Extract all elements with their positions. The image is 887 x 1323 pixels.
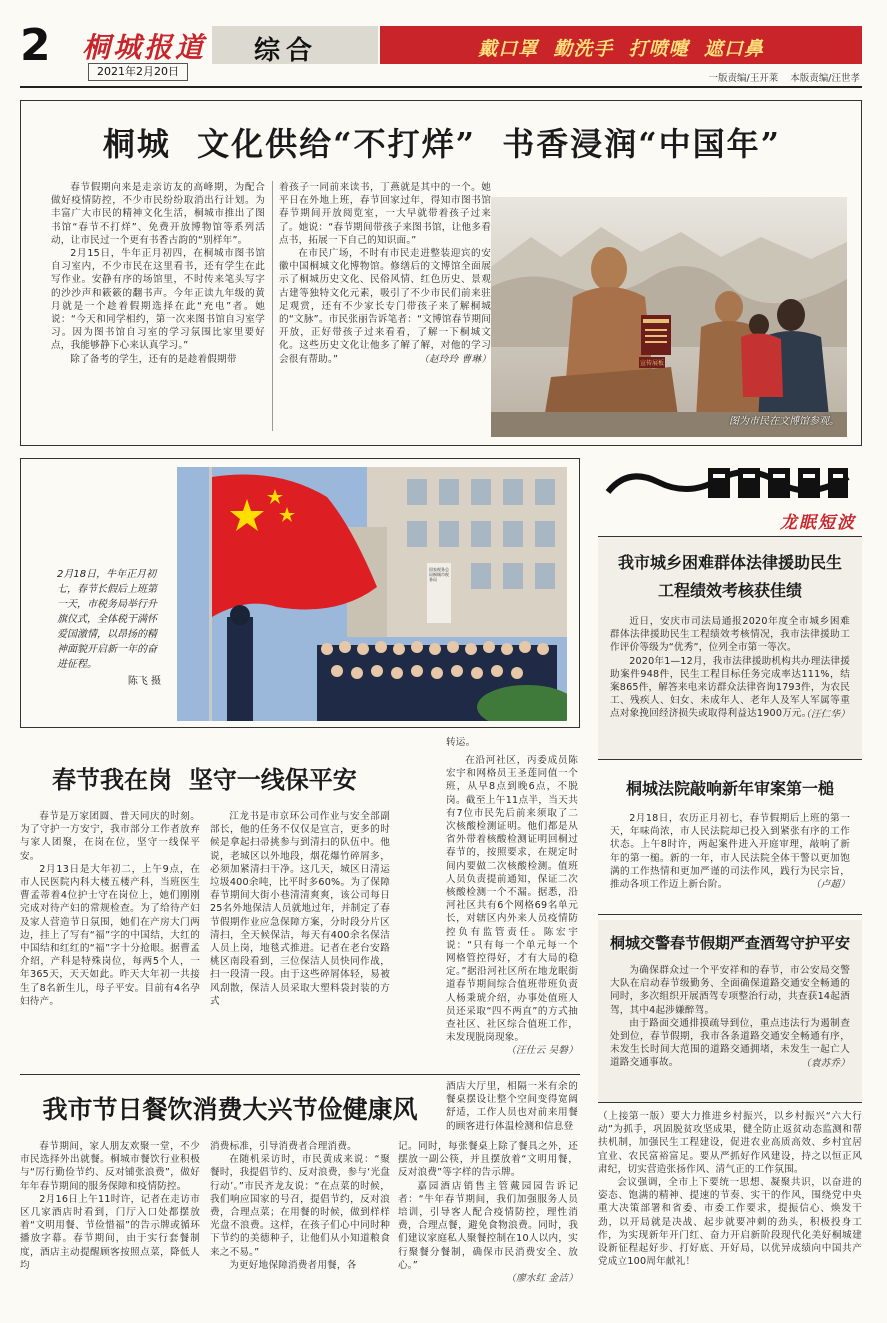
article2-para: 转运。 bbox=[446, 737, 476, 748]
article3-para: 嘉园酒店销售主管戴园园告诉记者：“牛年春节期间，我们加强服务人员培训，引导客人配合疫情防控，理性消费，合理点餐，避免食物浪费。同时，我们建议家庭私人聚餐控制在10人以内，实行聚餐分餐制，确保市民消费安全、放心。” bbox=[398, 1180, 578, 1271]
article2-col3 bbox=[398, 754, 578, 1058]
article3-byline: （廖水红 金洁） bbox=[506, 1273, 578, 1285]
section-name: 综合 bbox=[254, 36, 319, 66]
museum-photo bbox=[491, 197, 847, 437]
article3-col1 bbox=[20, 1140, 200, 1272]
masthead bbox=[0, 0, 887, 92]
article1-col1 bbox=[51, 181, 265, 366]
editor-line: 一版责编/王开莱 本版责编/汪世孝 bbox=[708, 73, 860, 84]
masthead-rule bbox=[20, 86, 862, 88]
article3-para: 在随机采访时，市民黄成来说：“聚餐时，我提倡节约、反对浪费，参与‘光盘行动’。”市民齐龙友说：“在点菜的时候，我们响应国家的号召，提倡节约，反对浪费，合理点菜；在用餐的时候，做到样样光盘不浪费。这样，在孩子们心中同时种下节约的美德种子，让他们从小知道粮食来之不易。” bbox=[210, 1154, 390, 1258]
sidebar-item-byline: （汪仁华） bbox=[801, 708, 850, 720]
article1-para: 在市民广场，不时有市民走进整装迎宾的安徽中国桐城文化博物馆。修缮后的文博馆全面展示了桐城历史文化、民俗风情、红色历史、景观古建等独特文化元素，吸引了不少市民们前来驻足观赏，还有不少家长专门带孩子来了解桐城的“文脉”。市民张丽告诉笔者：“文博馆春节期间开放，正好带孩子过来看看，了解一下桐城文化。这些历史文化让他多了解了解，对他的学习会很有帮助。” bbox=[279, 248, 491, 365]
article2-byline: （汪仕云 吴磐） bbox=[506, 1045, 578, 1057]
sidebar-item-headline: 桐城交警春节假期严查酒驾守护平安 bbox=[609, 934, 850, 952]
flag-building-sign: 国家税务总局桐城市税务局 bbox=[429, 567, 449, 582]
sidebar-item-body bbox=[610, 964, 850, 1070]
sidebar-item-headline: 桐城法院敲响新年审案第一槌 bbox=[625, 779, 834, 798]
article3-para: 记。同时，每张餐桌上除了餐具之外，还摆放一副公筷，并且摆放着“文明用餐，反对浪费”等字样的告示牌。 bbox=[398, 1141, 578, 1179]
flag-caption-box bbox=[57, 567, 161, 689]
article2-para: 在沿河社区，丙委成员陈宏宇和网格员王圣莲同值一个班，从早8点到晚6点，不脱岗。截至上午11点半，当天共有7位市民先后前来须取了二次核酸检测证明。他们都是从省外带着核酸检测证明回桐过春节的，按照要求，在规定时间内要做二次核酸检测。值班人员负责提前通知，保证二次核酸检测一个不漏。据悉，沿河社区共有6个网格69名单元长，对辖区内外来人员疫情防控负有监管责任。陈宏宇说：“只有每一个单元每一个网格管控得好，才有大局的稳定。”据沿河社区所在地龙眠街道春节期间综合值班带班负责人杨秉琥介绍，办事处值班人员还采取“四不两直”的方式抽查社区、社区综合值班工作，未发现脱岗现象。 bbox=[446, 755, 578, 1044]
column-divider bbox=[272, 181, 273, 431]
paper-name: 桐城报道 bbox=[82, 31, 207, 64]
article3-para: 2月16日上午11时许，记者在走访市区几家酒店时看到，门厅入口处都摆放着“文明用餐、节俭惜福”的告示牌或循环播放字幕。春节期间，由于实行套餐制度，酒店主动提醒顾客按照点菜，降低人均 bbox=[20, 1193, 200, 1271]
slogan-text: 戴口罩 勤洗手 打喷嚏 遮口鼻 bbox=[478, 38, 764, 60]
page-number: 2 bbox=[20, 20, 51, 71]
flag-credit: 陈飞 摄 bbox=[127, 676, 161, 687]
article1-para: 春节假期向来是走亲访友的高峰期，为配合做好疫情防控，不少市民纷纷取消出行计划。为丰富广大市民的精神文化生活，桐城市推出了图书馆“春节不打烊”、免费开放博物馆等系列活动，让市民过一个更有书香古韵的“别样年”。 bbox=[51, 182, 265, 246]
section-box bbox=[212, 26, 378, 64]
flag-photo bbox=[177, 467, 567, 721]
sidebar-item-body bbox=[610, 812, 850, 891]
article1-para: 2月15日，牛年正月初四，在桐城市图书馆自习室内，不少市民在这里看书，还有学生在此写作业。安静有序的场馆里，不时传来笔头写字的沙沙声和簌簌的翻书声。今年正读九年级的黄月就是一个趁着假期选择在此“充电”者。她说：“今天和同学相约，第一次来图书馆自习室学习。因为图书馆自习室的学习氛围比家里要好点，我能够静下心来认真学习。” bbox=[51, 248, 265, 352]
dragon-icon bbox=[598, 462, 862, 512]
flag-raising-block bbox=[20, 458, 580, 728]
article3-para: 为更好地保障消费者用餐，各 bbox=[229, 1259, 357, 1271]
museum-photo-image bbox=[491, 197, 847, 437]
article3-col3-top bbox=[446, 1080, 578, 1133]
sidebar-item-byline: （卢超） bbox=[810, 879, 850, 891]
article2-para: 江龙书是市京环公司作业与安全部副部长，他的任务不仅仅是宣言，更多的时候是拿起扫帚挑参与到清扫的队伍中。他说，老城区以外地段，烟花爆竹碎屑多，必须加紧清扫干净。这几天，城区日清运垃圾400余吨，比平时多60%。为了保障春节期间大街小巷清清爽爽，该公司每日25名外地保洁人员就地过年，并制定了春节假期作业应急保障方案，分时段分片区清扫，全天候保洁，每天有400余名保洁人员上岗，地毯式推进。记者在老台安路桃区南段看到，三位保洁人员快同作战，扫一段清一段。由于这些碎屑体轻，易被风刮散，保洁人员采取大塑料袋封装的方式 bbox=[210, 811, 390, 1007]
sidebar-item-headline: 我市城乡困难群体法律援助民生工程绩效考核获佳绩 bbox=[617, 553, 842, 600]
sidebar-logo bbox=[598, 462, 862, 532]
article1-para: 着孩子一同前来读书，丁燕就是其中的一个。她平日在外地上班，春节回家过年，得知市图书馆春节期间开放阅览室，一大早就带着孩子过来了。她说：“春节期间带孩子来图书馆，让他多看点书，拓展一下自己的知识面。” bbox=[279, 182, 491, 246]
article1-para: 除了备考的学生，还有的是趁着假期带 bbox=[70, 353, 237, 365]
article2-col1 bbox=[20, 810, 200, 1008]
article2-col3-top bbox=[446, 736, 574, 749]
article3-para: 酒店大厅里，相隔一米有余的餐桌摆设让整个空间变得宽阔舒适，工作人员也对前来用餐的顾客进行体温检测和信息登 bbox=[446, 1081, 578, 1132]
sidebar-item-para: 2020年1—12月，我市法律援助机构共办理法律援助案件948件，民生工程目标任务完成率达111%，结案865件，解答来电来访群众法律咨询1793件，为农民工、残疾人、妇女、未成年人、老年人及军人军属等重点对象挽回经济损失或取得利益达1900万元。 bbox=[610, 655, 851, 720]
article2-headline: 春节我在岗 坚守一线保平安 bbox=[52, 765, 357, 794]
museum-photo-sign: 宣传展板 bbox=[639, 357, 665, 368]
museum-photo-caption: 图为市民在文博馆参观。 bbox=[729, 416, 839, 427]
publish-date: 2021年2月20日 bbox=[88, 63, 188, 81]
continued-para: （上接第一版）要大力推进乡村振兴，以乡村振兴“六大行动”为抓手，巩固脱贫攻坚成果，健全防止返贫动态监测和帮扶机制，加强民生工程建设，促进农业高质高效、乡村宜居宜业、农民富裕富足。要从严抓好作风建设，持之以恒正风肃纪，切实营造张扬作风、清气正的工作氛围。 bbox=[598, 1111, 862, 1175]
article2-para: 春节是万家团圆、普天同庆的时刻。为了守护一方安宁，我市部分工作者放弃与家人团聚，在岗在位，坚守一线保平安。 bbox=[20, 811, 200, 862]
article3-para: 消费标准，引导消费者合理消费。 bbox=[210, 1141, 357, 1152]
article1-byline: （赵玲玲 曹琳） bbox=[419, 353, 491, 365]
sidebar-item-body bbox=[610, 615, 850, 721]
article3-col2 bbox=[210, 1140, 390, 1272]
article3-col3 bbox=[398, 1140, 578, 1285]
article2-col2 bbox=[210, 810, 390, 1008]
article3-headline: 我市节日餐饮消费大兴节俭健康风 bbox=[42, 1095, 418, 1124]
article1-col2 bbox=[279, 181, 491, 366]
sidebar-item-byline: （袁苏乔） bbox=[801, 1057, 850, 1069]
section-rule bbox=[20, 1074, 580, 1075]
sidebar-item bbox=[598, 536, 862, 760]
article-library-culture bbox=[20, 100, 862, 446]
sidebar-item bbox=[598, 920, 862, 1103]
sidebar-item-para: 由于路面交通排摸疏导到位，重点违法行为遏制查处到位，春节假期，我市各条道路交通安全畅通有序，未发生长时间大范围的道路交通拥堵，未发生一起亡人道路交通事故。 bbox=[610, 1017, 850, 1069]
sidebar-item bbox=[598, 764, 862, 915]
article3-para: 春节期间，家人朋友欢聚一堂，不少市民选择外出就餐。桐城市餐饮行业积极与“厉行勤俭节约、反对铺张浪费”，做好年年春节期间的服务保障和疫情防控。 bbox=[20, 1141, 200, 1192]
article2-para: 2月13日是大年初二，上午9点，在市人民医院内科大楼五楼产科，当班医生曹孟蒂着4位护士守在岗位上，她们刚刚完成对待产妇的常规检查。为了给待产妇及家人营造节日氛围，她们在产房大门两边，挂上了写有“福”字的中国结，大红的中国结和红红的“福”字十分抢眼。据曹孟介绍，产科是特殊岗位，每两5个人，一年365天，天天如此。昨天大年初一共接生了8名新生儿，母子平安。目前有4名孕妇待产。 bbox=[20, 863, 200, 1007]
sidebar-item-para: 近日，安庆市司法局通报2020年度全市城乡困难群体法律援助民生工程绩效考核情况，我市法律援助工作评价等级为“优秀”，位列全市第一等次。 bbox=[610, 616, 850, 654]
article1-headline: 桐城 文化供给“不打烊” 书香浸润“中国年” bbox=[102, 125, 782, 163]
sidebar-item-para: 为确保群众过一个平安祥和的春节，市公安局交警大队在启动春节级勤务、全面确保道路交通安全畅通的同时，多次组织开展酒驾专项整治行动，共查获14起酒驾，其中4起涉嫌醉驾。 bbox=[610, 965, 850, 1016]
sidebar-logo-title: 龙眠短波 bbox=[780, 513, 856, 533]
continued-article bbox=[598, 1110, 862, 1268]
sidebar-item-para: 2月18日，农历正月初七，春节假期后上班的第一天，年味尚浓，市人民法院却已投入到紧张有序的工作状态。上午8时许，两起案件进入开庭审理，敲响了新年的第一槌。新的一年，市人民法院全体干警以更加饱满的工作热情和更加严谨的司法作风，践行为民宗旨，推动各项工作迈上新台阶。 bbox=[610, 813, 850, 891]
flag-photo-image bbox=[177, 467, 567, 721]
sidebar-short-news bbox=[598, 462, 862, 1312]
flag-caption: 2月18日，牛年正月初七，春节长假后上班第一天，市税务局举行升旗仪式，全体税干满怀爱国激情，以昂扬的精神面貌开启新一年的奋进征程。 bbox=[57, 569, 157, 670]
slogan-banner bbox=[380, 26, 862, 64]
continued-para: 会议强调，全市上下要统一思想、凝聚共识，以奋进的姿态、饱满的精神、提速的节奏、实干的作风，围绕党中央重大决策部署和省委、市委工作要求，提振信心、焕发干劲，以开局就是决战、起步就要冲刺的劲头，积极投身工作，为实现新年开门红、奋力开启新阶段现代化美好桐城建设新征程起好步、打好底、开好局，以优异成绩向中国共产党成立100周年献礼！ bbox=[598, 1177, 862, 1268]
